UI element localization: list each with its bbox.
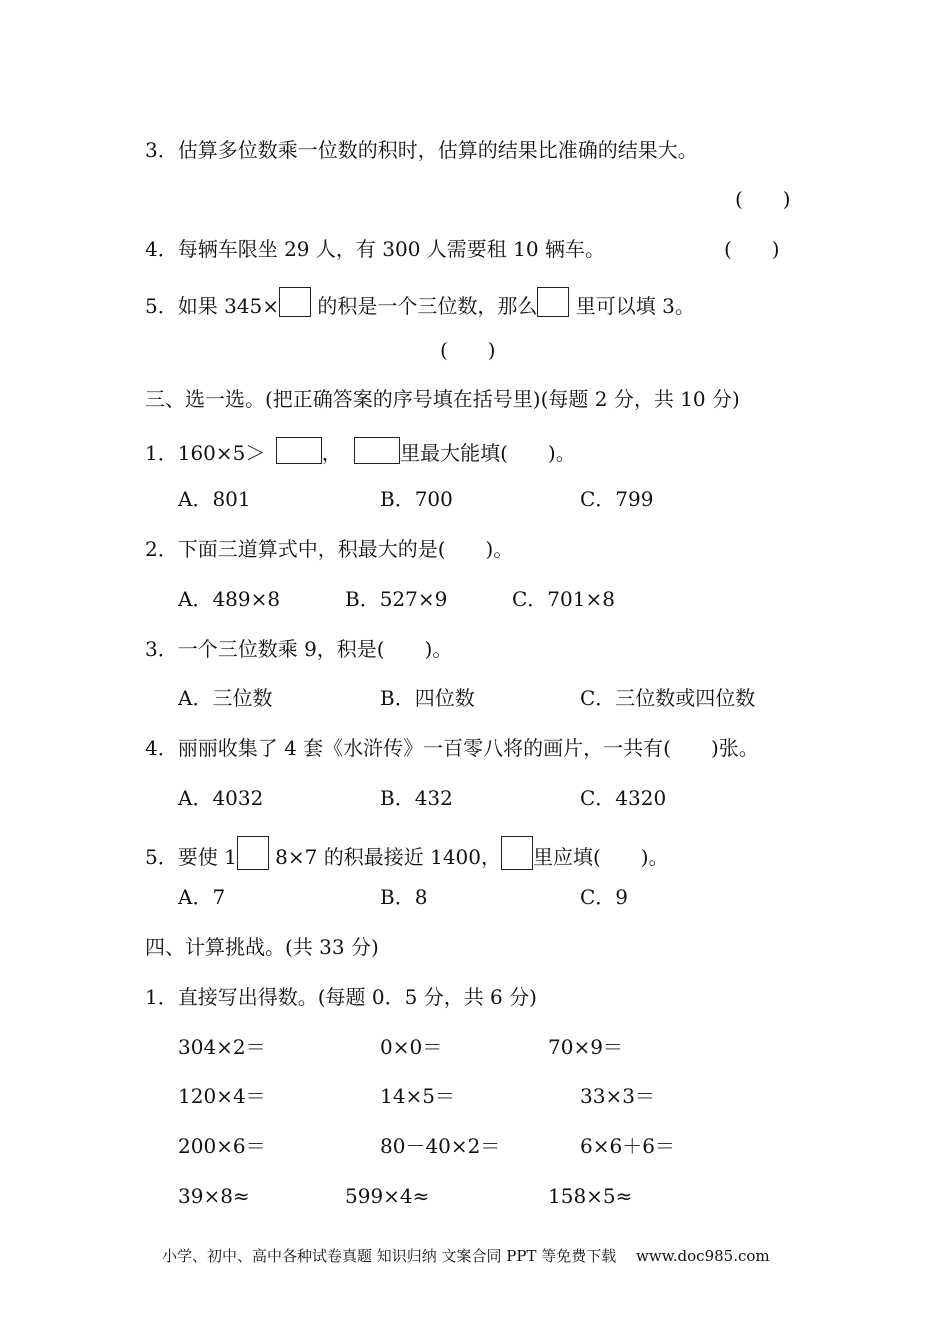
calc-item: 120×4＝ <box>178 1084 266 1108</box>
calc-item: 33×3＝ <box>580 1084 655 1108</box>
option-c[interactable]: C．9 <box>580 885 629 909</box>
question-2-4: 4．每辆车限坐 29 人，有 300 人需要租 10 辆车。 <box>145 237 605 261</box>
calc-item: 304×2＝ <box>178 1035 266 1059</box>
blank-box[interactable] <box>237 836 269 870</box>
answer-paren-2-4[interactable]: ( ) <box>724 237 780 261</box>
calc-item: 200×6＝ <box>178 1134 266 1158</box>
question-3-5-post: 里应填( )。 <box>533 845 669 869</box>
blank-box[interactable] <box>537 287 569 317</box>
question-3-3: 3．一个三位数乘 9，积是( )。 <box>145 637 453 661</box>
question-3-2: 2．下面三道算式中，积最大的是( )。 <box>145 537 514 561</box>
question-3-1 <box>145 437 576 465</box>
calc-item: 158×5≈ <box>548 1184 633 1208</box>
calc-item: 80－40×2＝ <box>380 1134 501 1158</box>
question-2-5 <box>145 287 695 318</box>
question-2-5-pre: 5．如果 345× <box>145 294 280 318</box>
calc-item: 70×9＝ <box>548 1035 623 1059</box>
blank-box[interactable] <box>276 437 322 464</box>
page-footer: 小学、初中、高中各种试卷真题 知识归纳 文案合同 PPT 等免费下载 www.doc985.com <box>162 1247 770 1265</box>
blank-box[interactable] <box>354 437 400 464</box>
blank-box[interactable] <box>501 836 533 870</box>
question-3-5 <box>145 836 669 870</box>
option-b[interactable]: B．8 <box>380 885 428 909</box>
question-3-5-pre: 5．要使 1 <box>145 845 237 869</box>
question-2-5-mid: 的积是一个三位数，那么 <box>317 294 538 318</box>
question-3-1-post: 里最大能填( )。 <box>400 441 576 465</box>
option-c[interactable]: C．4320 <box>580 786 667 810</box>
question-2-5-post: 里可以填 3。 <box>575 294 695 318</box>
answer-paren-2-5[interactable]: ( ) <box>440 338 496 362</box>
question-3-1-pre: 1．160×5＞ <box>145 441 266 465</box>
question-2-3: 3．估算多位数乘一位数的积时，估算的结果比准确的结果大。 <box>145 138 698 162</box>
calc-item: 39×8≈ <box>178 1184 250 1208</box>
calc-item: 14×5＝ <box>380 1084 455 1108</box>
question-3-4: 4．丽丽收集了 4 套《水浒传》一百零八将的画片，一共有( )张。 <box>145 736 759 760</box>
option-b[interactable]: B．527×9 <box>345 587 448 611</box>
option-a[interactable]: A．4032 <box>178 786 264 810</box>
option-a[interactable]: A．489×8 <box>178 587 281 611</box>
subsection-4-1: 1．直接写出得数。(每题 0．5 分，共 6 分) <box>145 985 537 1009</box>
calc-item: 0×0＝ <box>380 1035 443 1059</box>
calc-item: 599×4≈ <box>345 1184 430 1208</box>
question-3-5-mid: 8×7 的积最接近 1400， <box>275 845 501 869</box>
section-4-heading: 四、计算挑战。(共 33 分) <box>145 935 379 959</box>
option-b[interactable]: B．700 <box>380 487 453 511</box>
option-c[interactable]: C．799 <box>580 487 654 511</box>
option-b[interactable]: B．432 <box>380 786 453 810</box>
option-a[interactable]: A．三位数 <box>178 686 273 710</box>
calc-item: 6×6＋6＝ <box>580 1134 675 1158</box>
blank-box[interactable] <box>279 287 311 317</box>
option-b[interactable]: B．四位数 <box>380 686 475 710</box>
question-3-1-mid: ， <box>321 441 342 465</box>
section-3-heading: 三、选一选。(把正确答案的序号填在括号里)(每题 2 分，共 10 分) <box>145 387 740 411</box>
option-c[interactable]: C．701×8 <box>512 587 615 611</box>
answer-paren-2-3[interactable]: ( ) <box>735 187 791 211</box>
option-a[interactable]: A．801 <box>178 487 251 511</box>
option-c[interactable]: C．三位数或四位数 <box>580 686 756 710</box>
option-a[interactable]: A．7 <box>178 885 226 909</box>
